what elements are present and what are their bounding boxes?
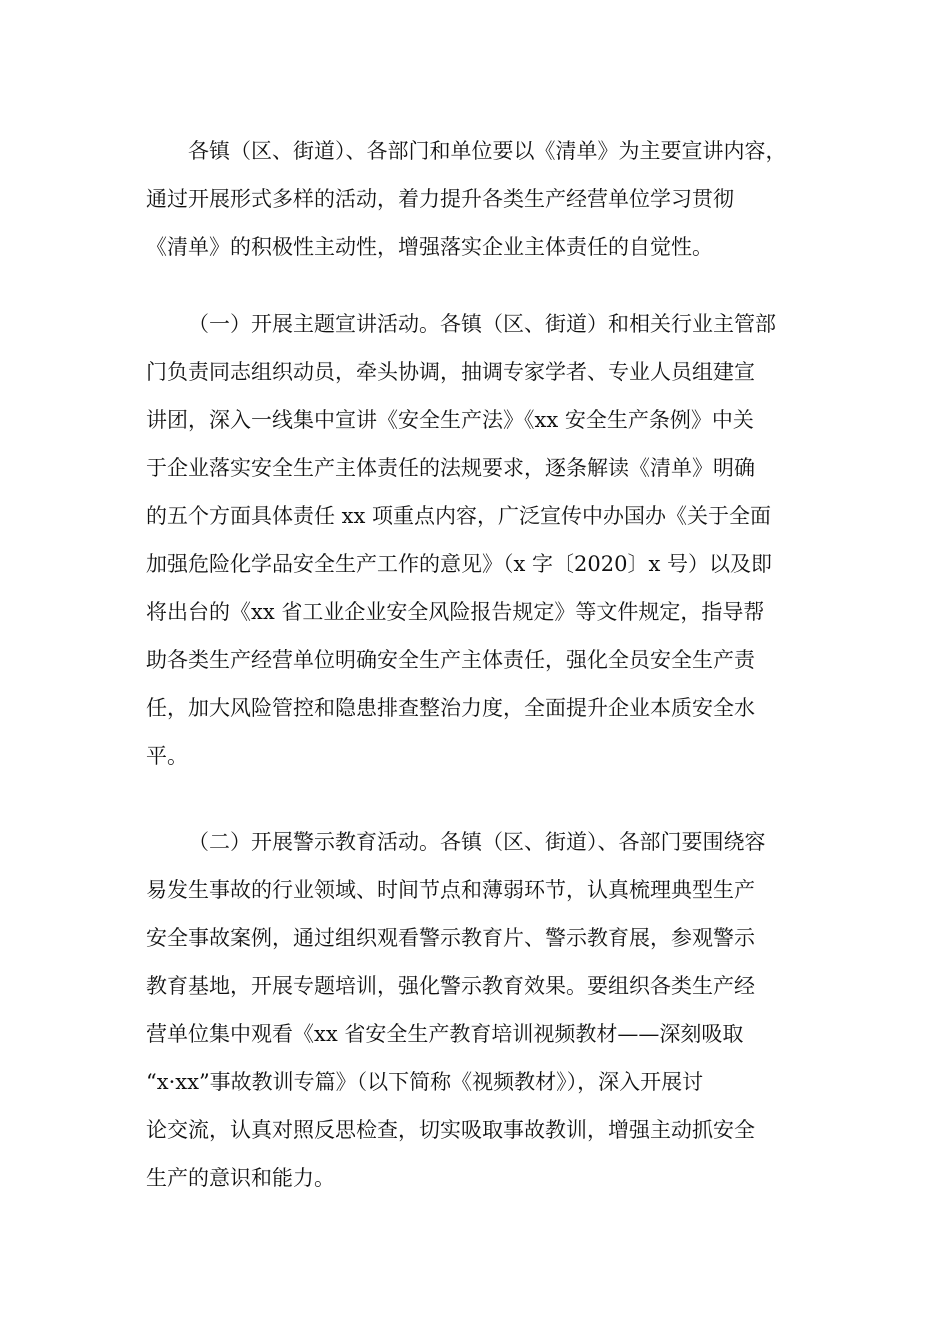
text-line: 论交流，认真对照反思检查，切实吸取事故教训，增强主动抓安全 <box>146 1118 755 1142</box>
text-line: 任，加大风险管控和隐患排查整治力度，全面提升企业本质安全水 <box>146 696 755 720</box>
text-line: 营单位集中观看《xx 省安全生产教育培训视频教材——深刻吸取 <box>146 1022 744 1046</box>
text-line: 安全事故案例，通过组织观看警示教育片、警示教育展，参观警示 <box>146 926 755 950</box>
text-line: 教育基地，开展专题培训，强化警示教育效果。要组织各类生产经 <box>146 974 755 998</box>
text-line: 《清单》的积极性主动性，增强落实企业主体责任的自觉性。 <box>146 235 713 259</box>
text-line: 各镇（区、街道）、各部门和单位要以《清单》为主要宣讲内容， <box>188 139 787 163</box>
text-line: 加强危险化学品安全生产工作的意见》（x 字〔2020〕x 号）以及即 <box>146 552 772 576</box>
text-line: 门负责同志组织动员，牵头协调，抽调专家学者、专业人员组建宣 <box>146 360 755 384</box>
text-line: 助各类生产经营单位明确安全生产主体责任，强化全员安全生产责 <box>146 648 755 672</box>
text-line: 易发生事故的行业领域、时间节点和薄弱环节，认真梳理典型生产 <box>146 878 755 902</box>
text-line: 平。 <box>146 744 188 768</box>
paragraph-warning-education <box>146 818 816 1202</box>
text-line: 通过开展形式多样的活动，着力提升各类生产经营单位学习贯彻 <box>146 187 734 211</box>
text-line: 讲团，深入一线集中宣讲《安全生产法》《xx 安全生产条例》中关 <box>146 408 754 432</box>
text-line: （二）开展警示教育活动。各镇（区、街道）、各部门要围绕容 <box>188 830 766 854</box>
paragraph-intro <box>146 127 816 271</box>
text-line: 生产的意识和能力。 <box>146 1166 335 1190</box>
text-line: 将出台的《xx 省工业企业安全风险报告规定》等文件规定，指导帮 <box>146 600 765 624</box>
paragraph-theme-lecture <box>146 300 816 780</box>
text-line: （一）开展主题宣讲活动。各镇（区、街道）和相关行业主管部 <box>188 312 776 336</box>
text-line: 的五个方面具体责任 xx 项重点内容，广泛宣传中办国办《关于全面 <box>146 504 772 528</box>
text-line: “x·xx”事故教训专篇》（以下简称《视频教材》），深入开展讨 <box>146 1070 704 1094</box>
text-line: 于企业落实安全生产主体责任的法规要求，逐条解读《清单》明确 <box>146 456 755 480</box>
